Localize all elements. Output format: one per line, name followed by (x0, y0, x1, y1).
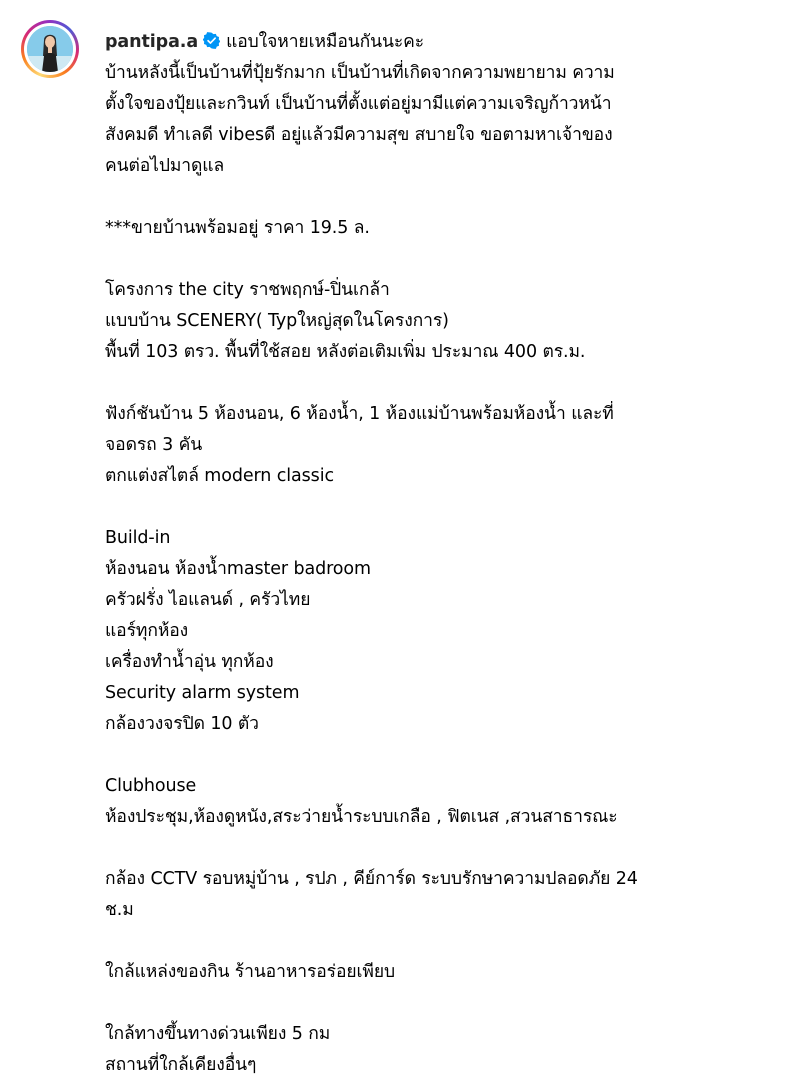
caption-blank-line (105, 926, 775, 957)
caption-line: ตั้งใจของปุ้ยและกวินท์ เป็นบ้านที่ตั้งแต่อยู่มามีแต่ความเจริญก้าวหน้า (105, 94, 612, 114)
caption-line: ตกแต่งสไตล์ modern classic (105, 466, 334, 486)
caption-line: เครื่องทำน้ำอุ่น ทุกห้อง (105, 652, 274, 672)
caption-blank-line (105, 182, 775, 213)
caption-body (105, 58, 775, 1081)
caption-blank-line (105, 833, 775, 864)
caption-line: ***ขายบ้านพร้อมอยู่ ราคา 19.5 ล. (105, 218, 370, 238)
caption-line: ห้องนอน ห้องน้ำmaster badroom (105, 559, 371, 579)
caption-line: แอร์ทุกห้อง (105, 621, 189, 641)
caption-line: Clubhouse (105, 776, 197, 796)
verified-badge-icon (203, 32, 220, 49)
caption-blank-line (105, 244, 775, 275)
caption-header (105, 27, 775, 58)
caption-blank-line (105, 988, 775, 1019)
caption-line: สังคมดี ทำเลดี vibesดี อยู่แล้วมีความสุข สบายใจ ขอตามหาเจ้าของ (105, 125, 613, 145)
caption (105, 27, 775, 1081)
caption-blank-line (105, 368, 775, 399)
caption-line: ห้องประชุม,ห้องดูหนัง,สระว่ายน้ำระบบเกลือ , ฟิตเนส ,สวนสาธารณะ (105, 807, 618, 827)
caption-line: ช.ม (105, 900, 134, 920)
caption-line: ฟังก์ชันบ้าน 5 ห้องนอน, 6 ห้องน้ำ, 1 ห้องแม่บ้านพร้อมห้องน้ำ และที่ (105, 404, 614, 424)
caption-line: คนต่อไปมาดูแล (105, 156, 225, 176)
caption-line: แบบบ้าน SCENERY( Typใหญ่สุดในโครงการ) (105, 311, 449, 331)
caption-line: Security alarm system (105, 683, 300, 703)
avatar-border (24, 23, 76, 75)
caption-blank-line (105, 740, 775, 771)
caption-line: ครัวฝรั่ง ไอแลนด์ , ครัวไทย (105, 590, 311, 610)
caption-line: ใกล้ทางขึ้นทางด่วนเพียง 5 กม (105, 1024, 331, 1044)
caption-line: จอดรถ 3 คัน (105, 435, 203, 455)
caption-blank-line (105, 492, 775, 523)
caption-line: Build-in (105, 528, 171, 548)
caption-line: โครงการ the city ราชพฤกษ์-ปิ่นเกล้า (105, 280, 390, 300)
caption-first-text: แอบใจหายเหมือนกันนะคะ (226, 32, 425, 52)
caption-line: กล้องวงจรปิด 10 ตัว (105, 714, 259, 734)
caption-line: กล้อง CCTV รอบหมู่บ้าน , รปภ , คีย์การ์ด ระบบรักษาความปลอดภัย 24 (105, 869, 638, 889)
caption-line: บ้านหลังนี้เป็นบ้านที่ปุ้ยรักมาก เป็นบ้านที่เกิดจากความพยายาม ความ (105, 63, 615, 83)
caption-line: พื้นที่ 103 ตรว. พื้นที่ใช้สอย หลังต่อเติมเพิ่ม ประมาณ 400 ตร.ม. (105, 342, 586, 362)
caption-line: ใกล้แหล่งของกิน ร้านอาหารอร่อยเพียบ (105, 962, 396, 982)
avatar-image (27, 26, 73, 72)
avatar[interactable] (21, 20, 79, 78)
username-link[interactable]: pantipa.a (105, 32, 199, 52)
caption-line: สถานที่ใกล้เคียงอื่นๆ (105, 1055, 257, 1075)
